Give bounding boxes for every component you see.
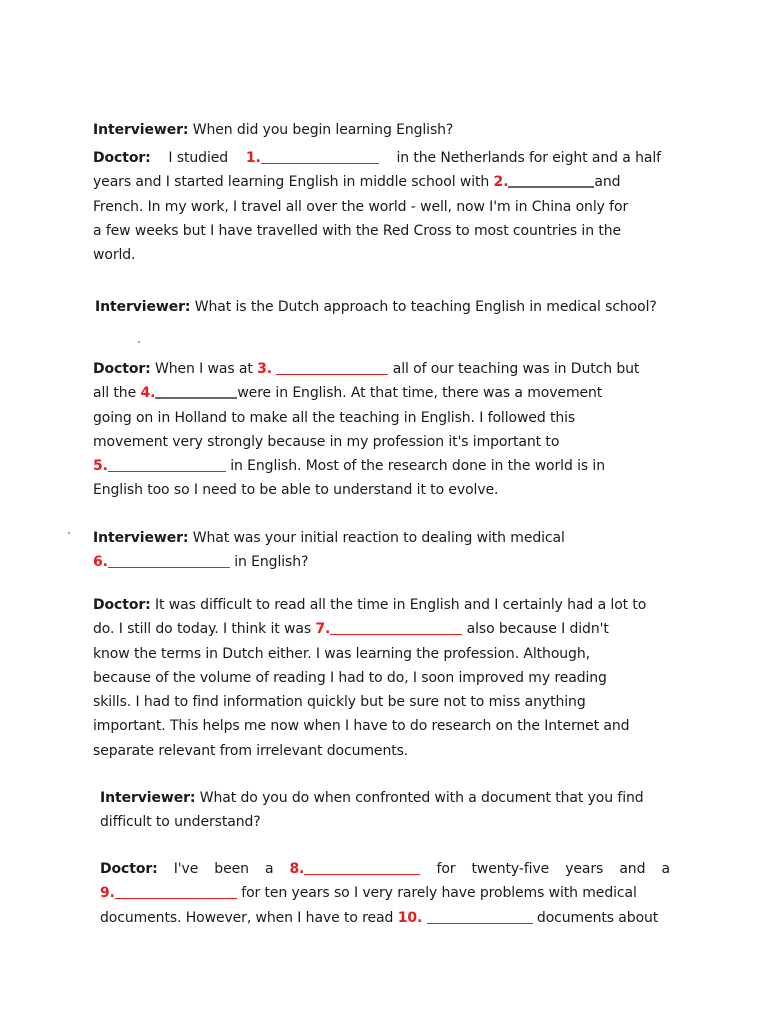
blank-number-10: 10. — [397, 909, 423, 926]
blank-2[interactable] — [508, 172, 594, 188]
speck-mark — [138, 341, 140, 343]
blank-number-3: 3. — [257, 361, 273, 377]
blank-1[interactable] — [261, 149, 379, 164]
doctor-label: Doctor: — [93, 361, 151, 377]
blank-number-1: 1. — [245, 150, 261, 166]
question-2 — [95, 295, 715, 319]
answer-1-line-2: years and I started learning English in middle school with 2. and — [93, 174, 621, 191]
blank-4[interactable] — [155, 383, 237, 399]
question-4: Interviewer: What do you do when confronted with a document that you find difficult to understand? — [100, 790, 644, 831]
blank-number-2: 2. — [493, 174, 509, 191]
answer-4-line-1: Doctor: I've been a 8. for twenty-five years and a — [100, 857, 670, 881]
answer-2: Doctor: When I was at 3. all of our teaching was in Dutch but all the 4. were in English. At that time, there was a movement going on in Holland to make all the teaching in English. I followed this movement very strongly because in my profession it's important to 5. in English. Most of the research done in the world is in English too so I need to be able to understand it to evolve. — [93, 361, 640, 499]
blank-6[interactable] — [108, 553, 230, 568]
answer-3: Doctor: It was difficult to read all the time in English and I certainly had a lot to do. I still do today. I think it was 7. also because I didn't know the terms in Dutch either. I was learning the profession. Although, because of the volume of reading I had to do, I soon improved my reading skills. I had to find information quickly but be sure not to miss anything important. This helps me now when I have to do research on the Internet and separate relevant from irrelevant documents. — [93, 597, 647, 759]
blank-number-5: 5. — [93, 458, 108, 475]
blank-3[interactable] — [276, 360, 388, 375]
blank-7[interactable] — [330, 620, 462, 635]
answer-4: Doctor: I've been a 8. for twenty-five years and a 9. for ten years so I very rarely have problems with medical documents. However, when I have to read 10. documents about — [100, 857, 670, 930]
blank-number-4: 4. — [140, 385, 156, 402]
doctor-label: Doctor: — [93, 150, 151, 166]
question-1-text: When did you begin learning English? — [192, 122, 454, 138]
blank-8[interactable] — [304, 860, 420, 875]
blank-number-7: 7. — [315, 621, 331, 638]
doctor-label: Doctor: — [93, 597, 151, 613]
blank-5[interactable] — [108, 457, 226, 472]
blank-number-8: 8. — [289, 861, 305, 877]
doctor-label: Doctor: — [100, 861, 158, 877]
question-1 — [93, 118, 693, 142]
interviewer-label: Interviewer: — [93, 122, 189, 138]
question-2-text: What is the Dutch approach to teaching English in medical school? — [194, 299, 657, 315]
answer-1: Doctor: I studied 1. in the Netherlands for eight and a half years and I started learning English in middle school with 2. and French. In my work, I travel all over the world - well, now I'm in China only for a few weeks but I have travelled with the Red Cross to most countries in the world. — [93, 146, 661, 267]
blank-number-9: 9. — [100, 885, 115, 902]
blank-9[interactable] — [115, 884, 237, 899]
interviewer-label: Interviewer: — [100, 790, 196, 806]
interviewer-label: Interviewer: — [93, 530, 189, 546]
answer-1-line-1: Doctor: I studied 1. in the Netherlands for eight and a half — [93, 146, 661, 170]
interviewer-label: Interviewer: — [95, 299, 191, 315]
blank-number-6: 6. — [93, 554, 108, 571]
question-3: Interviewer: What was your initial reaction to dealing with medical 6. in English? — [93, 530, 565, 571]
blank-10[interactable] — [427, 909, 533, 924]
speck-mark — [68, 532, 70, 534]
